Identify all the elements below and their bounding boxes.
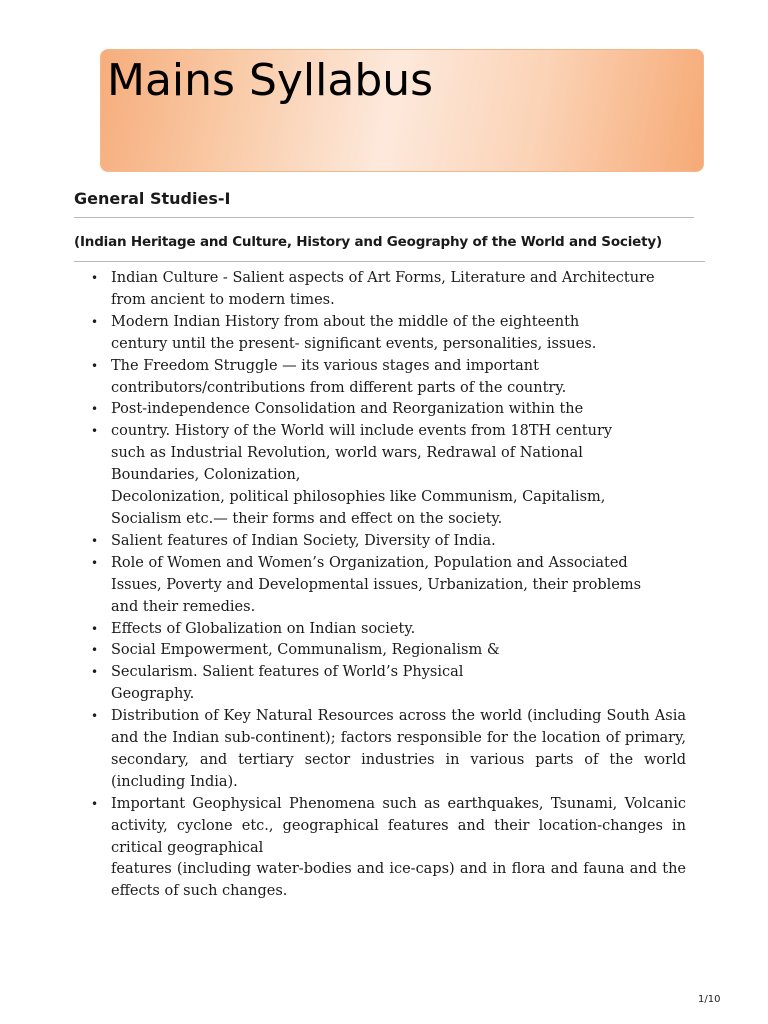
topic-item-world-history: • country. History of the World will include events from 18TH century such as Industrial Revolution, world wars, Redrawal of National Boundaries, Colonization, Decolonization, political philosophies like Communism, Capitalism, Socialism etc.— their forms and effect on the society.	[90, 421, 686, 531]
topic-item-natural-resources: • Distribution of Key Natural Resources across the world (including South Asia and the Indian sub-continent); factors responsible for the location of primary, secondary, and tertiary sector industries in various parts of the world (including India).	[90, 706, 686, 794]
topic-item-post-independence: • Post-independence Consolidation and Reorganization within the	[90, 399, 686, 421]
page-number: 1/10	[698, 994, 721, 1005]
title-banner	[100, 49, 704, 172]
section-subtitle-divider	[74, 261, 705, 262]
topic-item-freedom-struggle: • The Freedom Struggle — its various stages and important contributors/contributions from different parts of the country.	[90, 356, 686, 400]
topic-item-physical-geography: • Secularism. Salient features of World’s Physical Geography.	[90, 662, 686, 706]
topic-item-indian-culture: • Indian Culture - Salient aspects of Art Forms, Literature and Architecture from ancient to modern times.	[90, 268, 686, 312]
topic-item-modern-history: • Modern Indian History from about the middle of the eighteenth century until the present- significant events, personalities, issues.	[90, 312, 686, 356]
section-title-divider	[74, 217, 694, 218]
topic-item-geophysical-phenomena: • Important Geophysical Phenomena such as earthquakes, Tsunami, Volcanic activity, cyclone etc., geographical features and their location-changes in critical geographical features (including water-bodies and ice-caps) and in flora and fauna and the effects of such changes.	[90, 794, 686, 904]
page-title: Mains Syllabus	[107, 55, 434, 106]
topic-item-women-population: • Role of Women and Women’s Organization, Population and Associated Issues, Poverty and Developmental issues, Urbanization, their problems and their remedies.	[90, 553, 686, 619]
topic-item-social-empowerment: • Social Empowerment, Communalism, Regionalism &	[90, 640, 686, 662]
topic-list	[90, 268, 686, 903]
topic-item-globalization: • Effects of Globalization on Indian society.	[90, 619, 686, 641]
topic-item-indian-society: • Salient features of Indian Society, Diversity of India.	[90, 531, 686, 553]
section-subtitle: (Indian Heritage and Culture, History and Geography of the World and Society)	[74, 234, 662, 250]
section-title: General Studies-I	[74, 189, 231, 208]
